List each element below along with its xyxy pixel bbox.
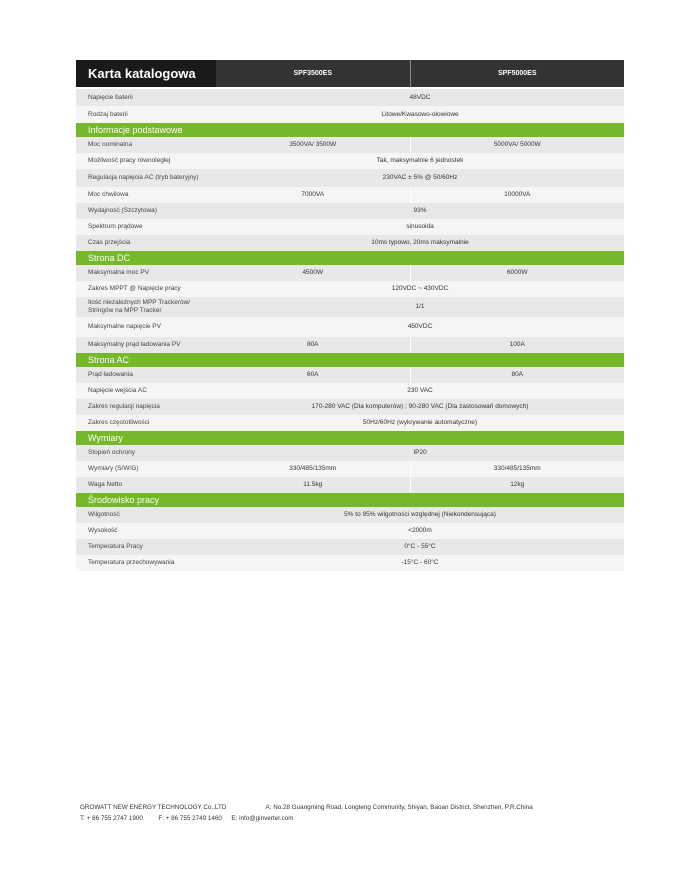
spec-row [76,555,624,571]
spec-label: Spektrum prądowe [76,219,216,235]
sheet-title: Karta katalogowa [76,60,216,87]
spec-row [76,399,624,415]
spec-value: 230VAC ± 5% @ 50/60Hz [216,169,624,187]
spec-row [76,137,624,153]
spec-row [76,507,624,523]
spec-value: 5% to 95% wilgotności względnej (Niekondensująca) [216,507,624,523]
spec-value-model-b: 6000W [410,265,624,281]
spec-row [76,337,624,353]
footer-company: GROWATT NEW ENERGY TECHNOLOGY Co.,LTD [80,804,227,811]
spec-value: 450VDC [216,317,624,337]
footer-email: E: info@ginverter.com [231,815,294,822]
spec-label: Waga Netto [76,477,216,493]
spec-row [76,153,624,169]
spec-label: Czas przejścia [76,235,216,251]
spec-value-model-a: 60A [216,367,410,383]
spec-value: Litowe/Kwasowo-ołowiowe [216,106,624,123]
spec-value: 50Hz/60Hz (wykrywanie automatyczne) [216,415,624,431]
spec-value-model-b: 10000VA [410,187,624,203]
spec-value-model-a: 4500W [216,265,410,281]
spec-value-model-a: 330/485/135mm [216,461,410,477]
spec-row [76,235,624,251]
spec-label: Prąd ładowania [76,367,216,383]
footer-phone: T: + 86 755 2747 1900 [80,815,143,822]
spec-label: Temperatura przechowywania [76,555,216,571]
spec-value: 120VDC ~ 430VDC [216,281,624,297]
spec-value: 170-280 VAC (Dla komputerów) ; 90-280 VAC (Dla zastosowań domowych) [216,399,624,415]
spec-value-model-a: 3500VA/ 3500W [216,137,410,153]
spec-value-model-b: 330/485/135mm [410,461,624,477]
model-a-header: SPF3500ES [216,60,410,87]
spec-value: 0°C - 55°C [216,539,624,555]
spec-value: IP20 [216,445,624,461]
spec-value: 48VDC [216,89,624,106]
section-header [76,123,624,137]
spec-value-model-a: 80A [216,337,410,353]
spec-value-model-b: 80A [410,367,624,383]
spec-label: Stopień ochrony [76,445,216,461]
section-title: Środowisko pracy [76,493,624,507]
spec-row [76,477,624,493]
spec-label: Możliwość pracy równoległej [76,153,216,169]
spec-label: Maksymalne napięcie PV [76,317,216,337]
spec-row [76,89,624,106]
spec-row [76,523,624,539]
section-title: Wymiary [76,431,624,445]
spec-label: Napięcie wejścia AC [76,383,216,399]
section-header [76,353,624,367]
spec-value: sinusoida [216,219,624,235]
footer-line-1 [80,804,533,811]
spec-value: -15°C - 60°C [216,555,624,571]
section-header [76,251,624,265]
spec-value-model-a: 11.5kg [216,477,410,493]
spec-row [76,187,624,203]
spec-label: Zakres regulacji napięcia [76,399,216,415]
spec-label: Wydajność (Szczytowa) [76,203,216,219]
spec-row [76,367,624,383]
spec-label: Wymiary (S/W/G) [76,461,216,477]
spec-label: Moc nominalna [76,137,216,153]
spec-value: 93% [216,203,624,219]
section-title: Informacje podstawowe [76,123,624,137]
spec-row [76,297,624,317]
section-title: Strona DC [76,251,624,265]
spec-row [76,317,624,337]
section-header [76,493,624,507]
section-header [76,431,624,445]
spec-label: Temperatura Pracy [76,539,216,555]
spec-label: Moc chwilowa [76,187,216,203]
spec-value-model-a: 7000VA [216,187,410,203]
section-title: Strona AC [76,353,624,367]
header-row [76,60,624,87]
spec-label: Zakres częstotliwości [76,415,216,431]
model-b-header: SPF5000ES [410,60,624,87]
spec-row [76,281,624,297]
spec-label: Wysokość [76,523,216,539]
footer-address: A: No.28 Guangming Road, Longteng Community, Shiyan, Baoan District, Shenzhen, P.R.China [265,804,533,811]
spec-label: Ilość niezależnych MPP Trackerów/ Stringów na MPP Tracker [76,297,216,317]
spec-label: Regulacja napięcia AC (tryb bateryjny) [76,169,216,187]
spec-value: Tak, maksymalnie 6 jednostek [216,153,624,169]
footer-line-2 [80,815,293,822]
spec-row [76,461,624,477]
spec-row [76,383,624,399]
spec-value-model-b: 100A [410,337,624,353]
spec-label: Maksymalny prąd ładowania PV [76,337,216,353]
spec-value-model-b: 5000VA/ 5000W [410,137,624,153]
spec-label: Wilgotność [76,507,216,523]
spec-label: Rodzaj baterii [76,106,216,123]
spec-row [76,169,624,187]
spec-value: <2000m [216,523,624,539]
spec-value-model-b: 12kg [410,477,624,493]
spec-row [76,219,624,235]
spec-row [76,539,624,555]
spec-value: 1/1 [216,297,624,317]
spec-row [76,203,624,219]
spec-row [76,106,624,123]
spec-row [76,265,624,281]
spec-value: 230 VAC [216,383,624,399]
spec-row [76,415,624,431]
spec-row [76,445,624,461]
spec-label: Napięcie baterii [76,89,216,106]
footer-fax: F: + 86 755 2749 1460 [158,815,222,822]
spec-label: Zakres MPPT @ Napięcie pracy [76,281,216,297]
spec-value: 10ms typowo, 20ms maksymalnie [216,235,624,251]
spec-label: Maksymalna moc PV [76,265,216,281]
spec-sheet-table [76,60,624,571]
